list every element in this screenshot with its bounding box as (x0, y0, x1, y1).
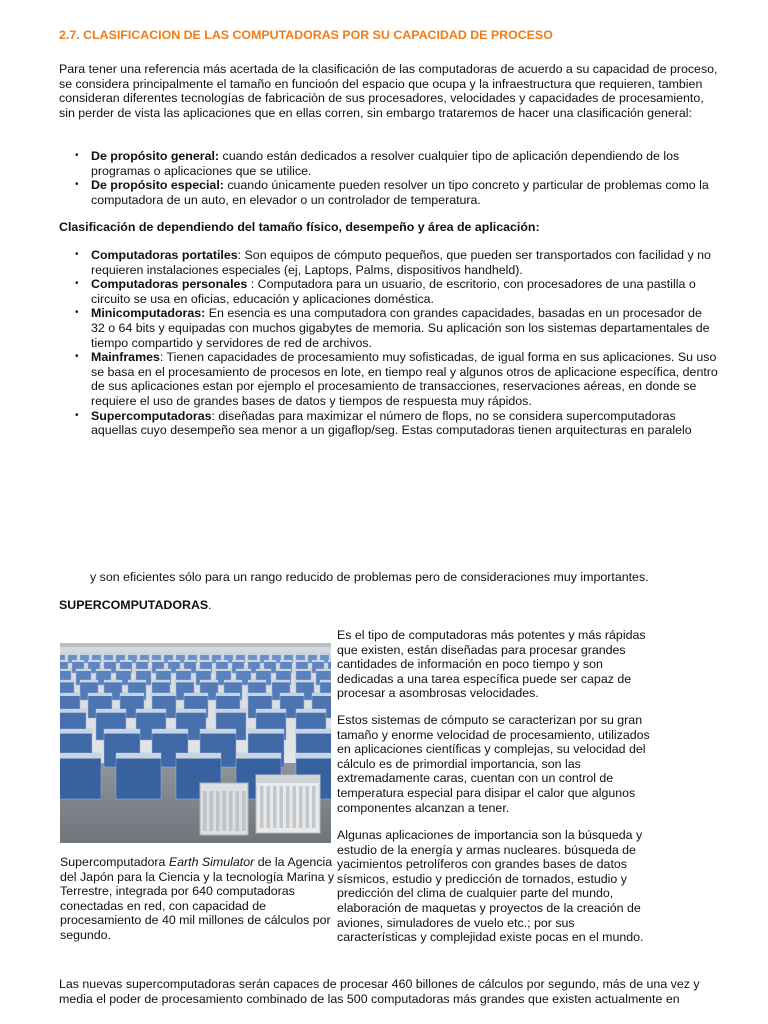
size-classification-list (59, 248, 719, 438)
section-heading: 2.7. CLASIFICACION DE LAS COMPUTADORAS POR SU CAPACIDAD DE PROCESO (59, 28, 553, 42)
supercomputer-paragraph-2: Estos sistemas de cómputo se caracterizan por su gran tamaño y enorme velocidad de procesamiento, utilizados en aplicaciones científicas y complejas, su velocidad del cálculo es de primordial importancia, son las extremadamente caras, cuentan con un control de temperatura especial para disipar el calor que algunos componentes alcanzan a tener. (337, 713, 650, 815)
continuation-text: y son eficientes sólo para un rango reducido de problemas pero de consideraciones muy importantes. (90, 570, 649, 584)
list-item: • Mainframes: Tienen capacidades de procesamiento muy sofisticadas, de igual forma en sus aplicaciones. Su uso se basa en el procesamiento de procesos en lote, en tiempo real y algunos otros de aplicacione específica, dentro de sus aplicaciones estan por ejemplo el procesamiento de transacciones, reservaciones aéreas, en donde se requiere el uso de grandes bases de datos y tiempos de respuesta muy rápidos. (59, 350, 719, 408)
closing-paragraph: Las nuevas supercomputadoras serán capaces de procesar 460 billones de cálculos por segundo, más de una vez y media el poder de procesamiento combinado de las 500 computadoras más grandes que existen actualmente en (59, 977, 700, 1006)
list-item: • Supercomputadoras: diseñadas para maximizar el número de flops, no se considera supercomputadoras aquellas cuyo desempeño sea menor a un gigaflop/seg. Estas computadoras tienen arquitecturas en paralelo (59, 409, 719, 438)
supercomputer-paragraph-3: Algunas aplicaciones de importancia son la búsqueda y estudio de la energía y armas nucleares. búsqueda de yacimientos petrolíferos con grandes bases de datos sísmicos, estudio y predicción de tornados, estudio y predicción del clima de cualquier parte del mundo, elaboración de maquetas y proyectos de la creación de aviones, simuladores de vuelo etc.; por sus características y complejidad existe pocas en el mundo. (337, 828, 644, 945)
intro-paragraph: Para tener una referencia más acertada de la clasificación de las computadoras de acuerdo a su capacidad de proceso, se considera principalmente el tamaño en funcioón del espacio que ocupa y la infraestructura que requieren, tambien consideran diferentes tecnologías de fabricaciòn de sus procesadores, velocidades y capacidades de procesamiento, sin perder de vista las aplicaciones que en ellas corren, sin embargo trataremos de hacer una clasificación general: (59, 62, 718, 120)
list-item: • Minicomputadoras: En esencia es una computadora con grandes capacidades, basadas en un procesador de 32 o 64 bits y equipadas con muchos gigabytes de memoria. Su aplicación son los sistemas departamentales de tiempo compartido y servidores de red de archivos. (59, 306, 719, 350)
supercomputers-title: SUPERCOMPUTADORAS. (59, 598, 212, 612)
supercomputer-paragraph-1: Es el tipo de computadoras más potentes y más rápidas que existen, están diseñadas para procesar grandes cantidades de información en poco tiempo y son dedicadas a una tarea específica puede ser capaz de procesar a asombrosas velocidades. (337, 628, 646, 701)
list-item: • De propósito general: cuando están dedicados a resolver cualquier tipo de aplicación dependiendo de los programas o aplicaciones que se utilice. (59, 149, 719, 178)
list-item: • De propósito especial: cuando únicamente pueden resolver un tipo concreto y particular de problemas como la computadora de un auto, en elevador o un controlador de temperatura. (59, 178, 719, 207)
list-item: • Computadoras personales : Computadora para un usuario, de escritorio, con procesadores de una pastilla o circuito se usa en oficias, educación y aplicaciones doméstica. (59, 277, 719, 306)
earth-simulator-photo (60, 643, 331, 843)
list-item: • Computadoras portatiles: Son equipos de cómputo pequeños, que pueden ser transportados con facilidad y no requieren instalaciones especiales (ej, Laptops, Palms, dispositivos handheld). (59, 248, 719, 277)
classification-subheading: Clasificación de dependiendo del tamaño físico, desempeño y área de aplicación: (59, 220, 540, 234)
photo-caption: Supercomputadora Earth Simulator de la Agencia del Japón para la Ciencia y la tecnología Marina y Terrestre, integrada por 640 computadoras conectadas en red, con capacidad de procesamiento de 40 mil millones de cálculos por segundo. (60, 855, 335, 942)
purpose-list (59, 149, 719, 207)
